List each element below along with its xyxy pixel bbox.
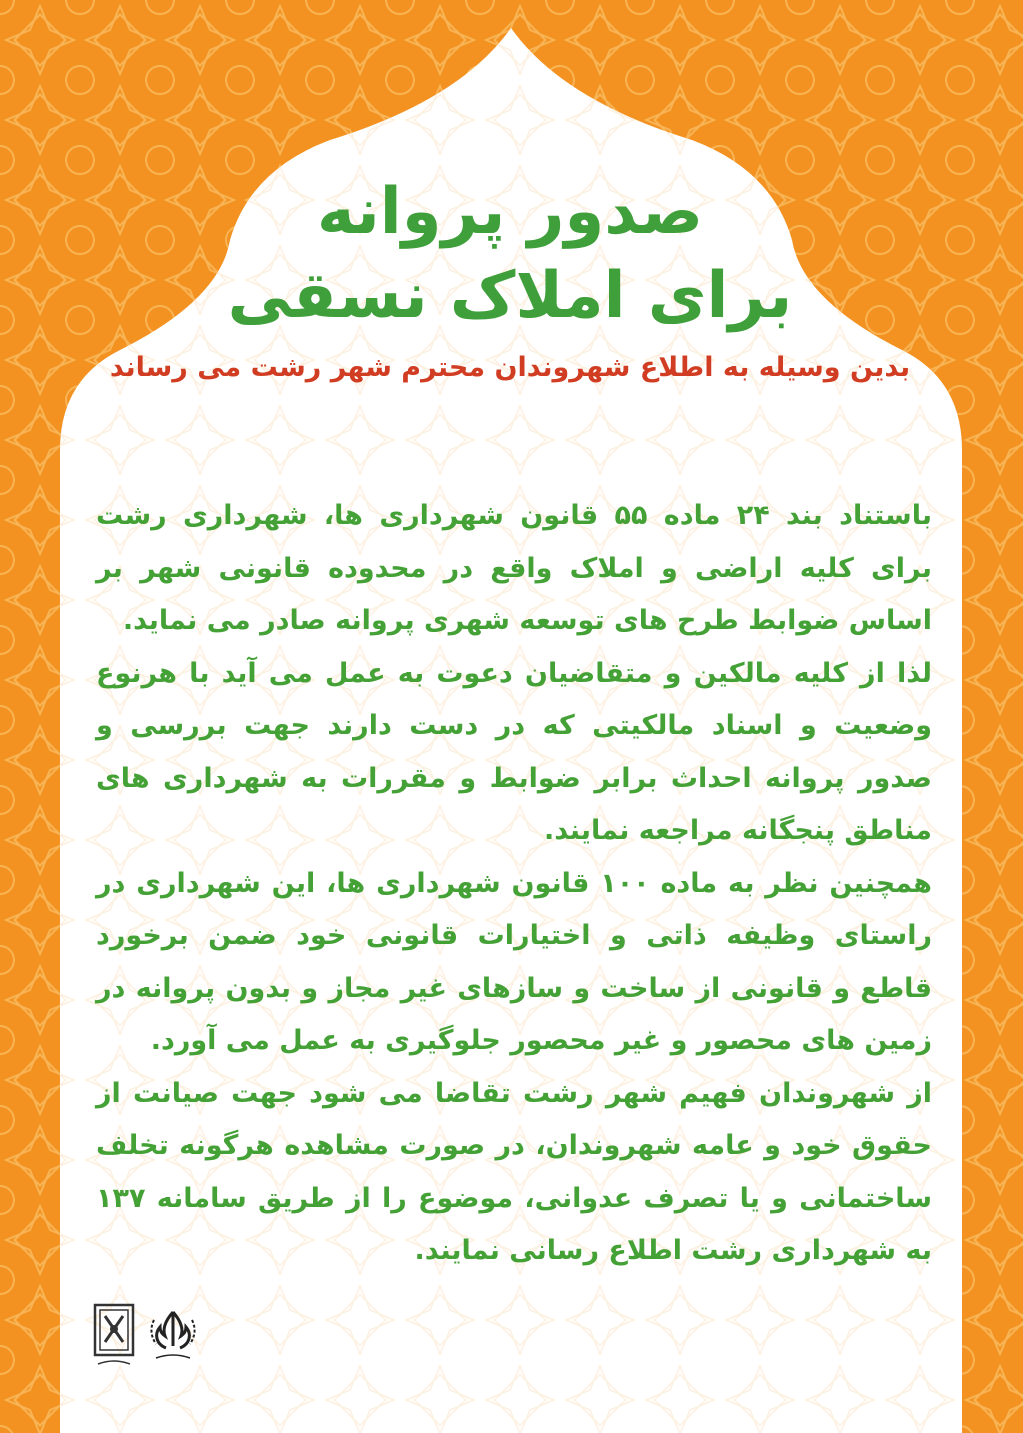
paragraph-4: از شهروندان فهیم شهر رشت تقاضا می شود جهت صیانت از حقوق خود و عامه شهروندان، در صورت مشاهده هرگونه تخلف ساختمانی و یا تصرف عدوانی، موضوع را از طریق سامانه ۱۳۷ به شهرداری رشت اطلاع رسانی نمایند. — [96, 1077, 932, 1266]
subtitle: بدین وسیله به اطلاع شهروندان محترم شهر رشت می رساند — [109, 352, 911, 383]
paragraph-2: لذا از کلیه مالکین و متقاضیان دعوت به عمل می آید با هرنوع وضعیت و اسناد مالکیتی که در دست دارند جهت بررسی و صدور پروانه احداث برابر ضوابط و مقررات به شهرداری های مناطق پنجگانه مراجعه نمایند. — [96, 657, 932, 846]
announcement-body — [96, 490, 932, 1278]
page-title-line-1: صدور پروانه — [316, 175, 704, 249]
paragraph-3: همچنین نظر به ماده ۱۰۰ قانون شهرداری ها، این شهرداری در راستای وظیفه ذاتی و اختیارات قانونی خود ضمن برخورد قاطع و قانونی از ساخت و سازهای غیر مجاز و بدون پروانه در زمین های محصور و غیر محصور جلوگیری به عمل می آورد. — [96, 867, 932, 1056]
iran-emblem-icon — [144, 1306, 202, 1368]
header — [80, 170, 940, 388]
rasht-municipality-emblem-icon — [92, 1302, 136, 1372]
logos — [92, 1302, 212, 1382]
paragraph-1: باستناد بند ۲۴ ماده ۵۵ قانون شهرداری ها، شهرداری رشت برای کلیه اراضی و املاک واقع در محدوده قانونی شهر بر اساس ضوابط طرح های توسعه شهری پروانه صادر می نماید. — [96, 500, 933, 636]
page-title-line-2: برای املاک نسقی — [227, 259, 793, 333]
